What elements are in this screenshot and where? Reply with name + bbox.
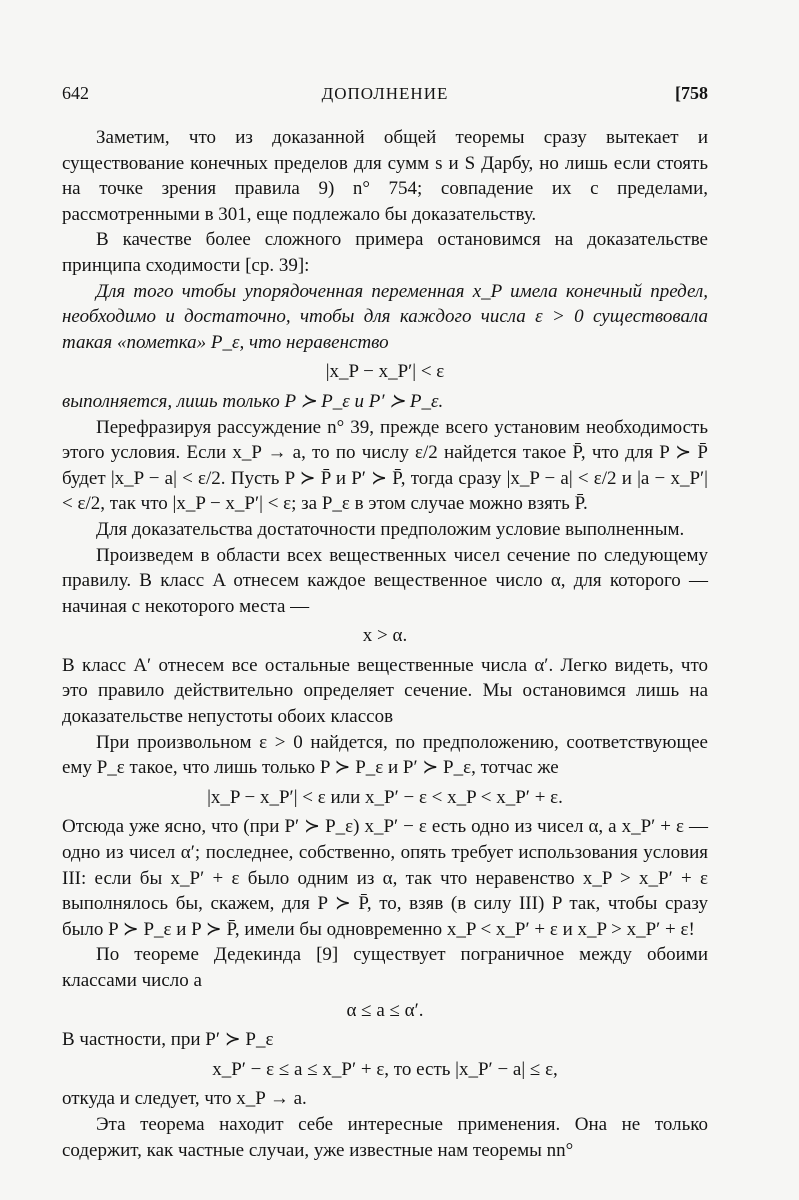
page-body (62, 125, 708, 1163)
running-header (62, 83, 708, 109)
paragraph-in-particular: В частности, при P′ ≻ P_ε (62, 1029, 274, 1051)
paragraph-applications: Эта теорема находит себе интересные применения. Она не только содержит, как частные случаи, уже известные нам теоремы nn° (62, 1113, 708, 1161)
formula-final-bounds: x_P′ − ε ≤ a ≤ x_P′ + ε, то есть |x_P′ − a| ≤ ε, (212, 1058, 558, 1080)
formula-x-greater-alpha: x > α. (362, 625, 408, 647)
formula-main-inequality: |x_P − x_P′| < ε (325, 361, 445, 383)
paragraph-consequence: Отсюда уже ясно, что (при P′ ≻ P_ε) x_P′ − ε есть одно из чисел α, а x_P′ + ε — одно из чисел α′; последнее, собственно, опять требует использования условия III: если бы x_P′ + ε было одним из α, так что неравенство x_P > x_P′ + ε выполнялось бы, скажем, для P ≻ P̄, то, взяв (в силу III) P так, чтобы сразу было P ≻ P_ε и P ≻ P̄, имели бы одновременно x_P < x_P′ + ε и x_P > x_P′ + ε! (62, 816, 708, 940)
paragraph-conclusion: откуда и следует, что x_P → a. (62, 1088, 307, 1110)
theorem-condition: выполняется, лишь только P ≻ P_ε и P′ ≻ P_ε. (62, 390, 444, 412)
section-number: [758 (675, 83, 708, 103)
formula-bounds: |x_P − x_P′| < ε или x_P′ − ε < x_P < x_P′ + ε. (207, 786, 563, 808)
paragraph-darboux: Заметим, что из доказанной общей теоремы сразу вытекает и существование конечных пределов для сумм s и S Дарбу, но лишь если стоять на точке зрения правила 9) n° 754; совпадение их с пределами, рассмотренными в 301, еще подлежало бы доказательству. (62, 127, 708, 225)
paragraph-intro-convergence: В качестве более сложного примера остановимся на доказательстве принципа сходимости [ср. 39]: (62, 229, 708, 276)
theorem-statement: Для того чтобы упорядоченная переменная x_P имела конечный предел, необходимо и достаточно, чтобы для каждого числа ε > 0 существовала такая «пометка» P_ε, что неравенство (62, 280, 708, 353)
formula-boundary-number: α ≤ a ≤ α′. (346, 999, 424, 1021)
paragraph-necessity: Перефразируя рассуждение n° 39, прежде всего установим необходимость этого условия. Если x_P → a, то по числу ε/2 найдется такое P̄, что для P ≻ P̄ будет |x_P − a| < ε/2. Пусть P ≻ P̄ и P′ ≻ P̄, тогда сразу |x_P − a| < ε/2 и |a − x_P′| < ε/2, так что |x_P − x_P′| < ε; за P_ε в этом случае можно взять P̄. (62, 416, 708, 515)
paragraph-dedekind: По теореме Дедекинда [9] существует пограничное между обоими классами число a (62, 944, 708, 991)
paragraph-class-a-prime: В класс A′ отнесем все остальные вещественные числа α′. Легко видеть, что это правило действительно определяет сечение. Мы остановимся лишь на доказательстве непустоты обоих классов (62, 654, 708, 728)
paragraph-arbitrary-epsilon: При произвольном ε > 0 найдется, по предположению, соответствующее ему P_ε такое, что лишь только P ≻ P_ε и P′ ≻ P_ε, тотчас же (62, 731, 708, 779)
header-title: ДОПОЛНЕНИЕ (321, 84, 449, 103)
paragraph-cut: Произведем в области всех вещественных чисел сечение по следующему правилу. В класс A отнесем каждое вещественное число α, для которого — начиная с некоторого места — (62, 544, 708, 617)
paragraph-sufficiency: Для доказательства достаточности предположим условие выполненным. (96, 518, 685, 540)
page-number: 642 (62, 83, 89, 103)
